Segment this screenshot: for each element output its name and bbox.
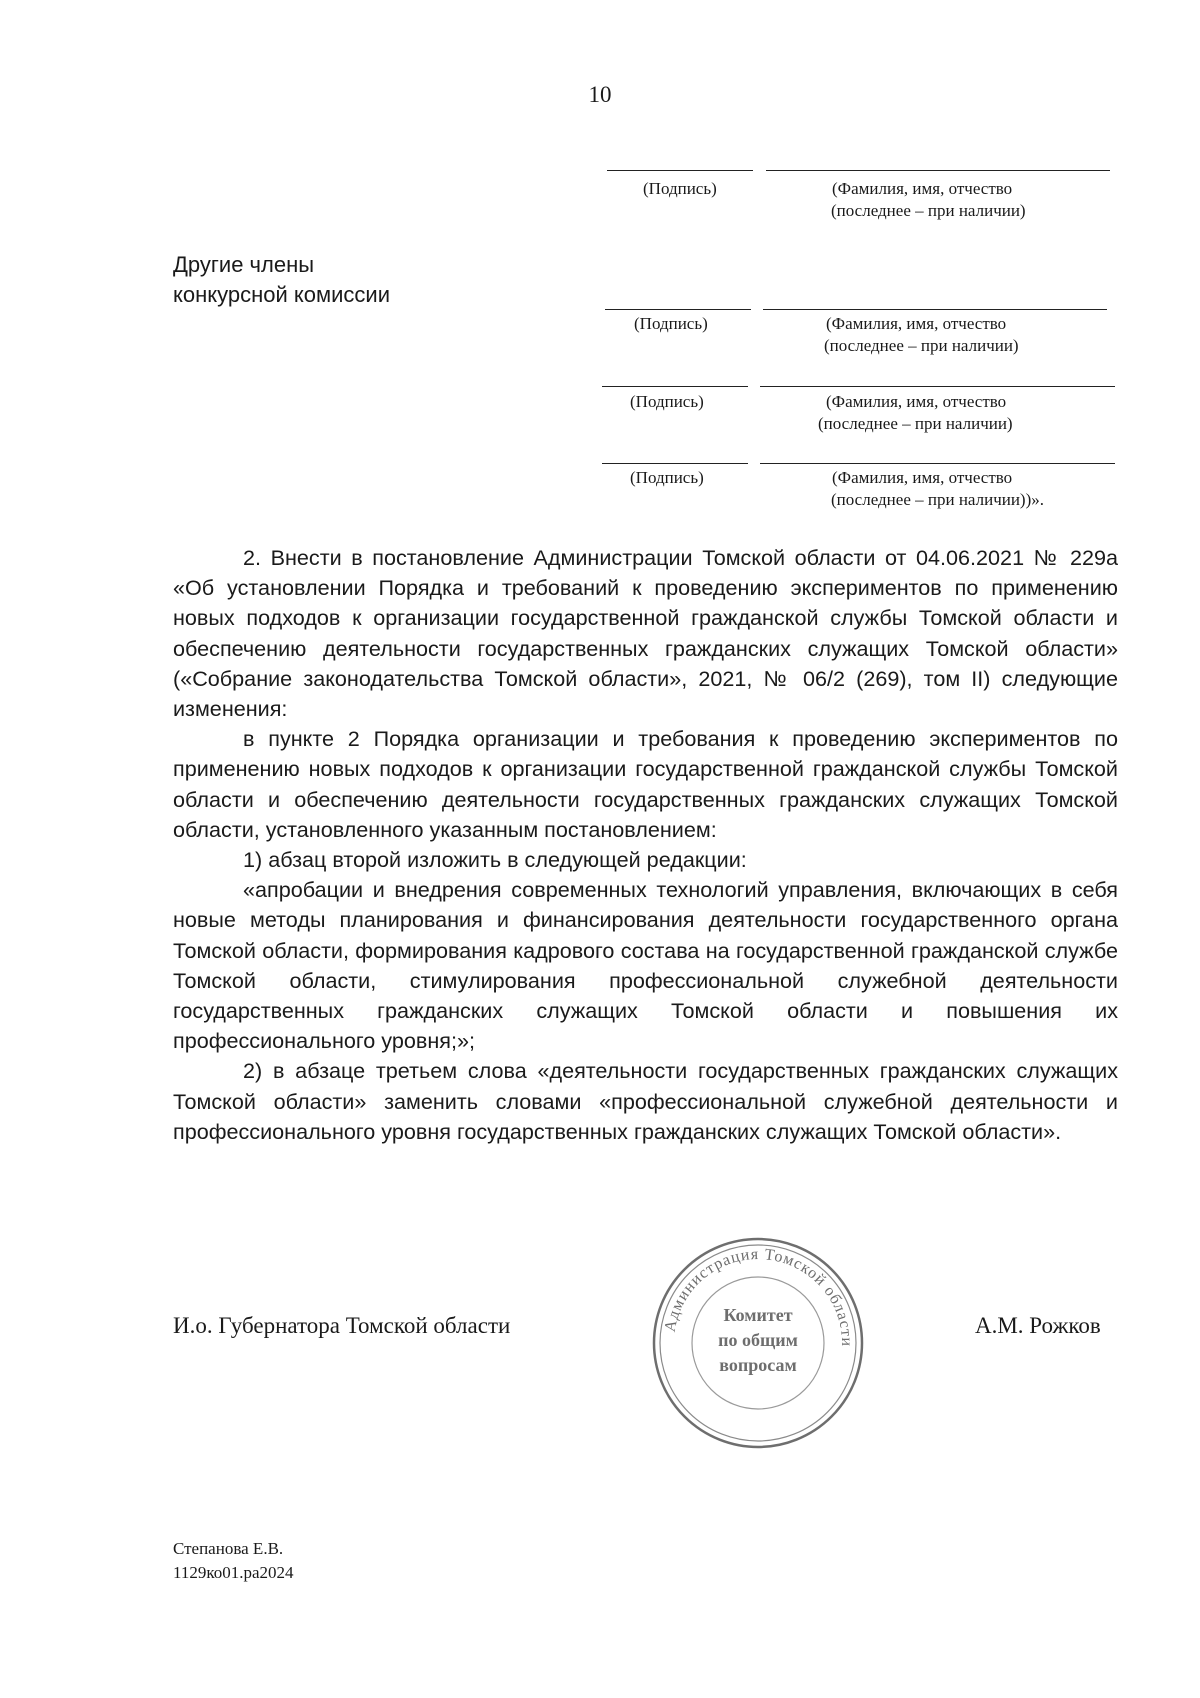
fio-caption xyxy=(832,467,1044,511)
paragraph: «апробации и внедрения современных технологий управления, включающих в себя новые методы планирования и финансирования деятельности государственного органа Томской области, формирования кадрового состава на государственной гражданской службе Томской области, стимулирования профессиональной служебной деятельности государственных гражданских служащих Томской области и повышения их профессионального уровня;»; xyxy=(173,877,1118,1054)
signature-caption: (Подпись) xyxy=(634,314,708,333)
signature-caption: (Подпись) xyxy=(630,392,704,411)
page-number: 10 xyxy=(588,82,612,107)
signature-caption: (Подпись) xyxy=(630,468,704,487)
fio-caption-line1: (Фамилия, имя, отчество xyxy=(826,392,1007,411)
signature-caption: (Подпись) xyxy=(643,179,717,198)
stamp-center-line2: по общим xyxy=(718,1330,798,1350)
signature-line xyxy=(607,170,753,171)
fio-caption xyxy=(818,391,1013,435)
signature-line xyxy=(602,386,748,387)
paragraph: 1) абзац второй изложить в следующей редакции: xyxy=(243,847,747,873)
fio-caption-line2: (последнее – при наличии) xyxy=(831,201,1026,220)
other-members-line2: конкурсной комиссии xyxy=(173,282,391,307)
fio-line xyxy=(760,463,1115,464)
fio-caption-line1: (Фамилия, имя, отчество xyxy=(832,468,1013,487)
paragraph: 2) в абзаце третьем слова «деятельности государственных гражданских служащих Томской области» заменить словами «профессиональной служебной деятельности и профессионального уровня государственных гражданских служащих Томской области». xyxy=(173,1058,1118,1144)
stamp-center-line1: Комитет xyxy=(723,1305,793,1325)
fio-line xyxy=(763,309,1107,310)
fio-caption-line1: (Фамилия, имя, отчество xyxy=(832,179,1013,198)
signature-line xyxy=(602,463,748,464)
signer-position: И.о. Губернатора Томской области xyxy=(173,1313,511,1338)
fio-line xyxy=(760,386,1115,387)
fio-caption-line2: (последнее – при наличии))». xyxy=(831,490,1045,509)
signature-line xyxy=(605,309,751,310)
fio-caption-line1: (Фамилия, имя, отчество xyxy=(826,314,1007,333)
other-members-label xyxy=(173,250,390,310)
fio-caption-line2: (последнее – при наличии) xyxy=(824,336,1019,355)
stamp-center-line3: вопросам xyxy=(719,1355,797,1375)
other-members-line1: Другие члены xyxy=(173,252,315,277)
fio-caption xyxy=(826,313,1019,357)
fio-line xyxy=(766,170,1110,171)
body-text xyxy=(173,543,1118,1147)
footer-doc-code: 1129ко01.ра2024 xyxy=(173,1563,294,1582)
signer-name: А.М. Рожков xyxy=(975,1313,1101,1338)
fio-caption xyxy=(832,178,1026,222)
stamp-ring-text: Администрация Томской области xyxy=(661,1245,856,1348)
footer xyxy=(173,1537,294,1585)
official-stamp xyxy=(650,1235,866,1451)
fio-caption-line2: (последнее – при наличии) xyxy=(818,414,1013,433)
paragraph: в пункте 2 Порядка организации и требования к проведению экспериментов по применению новых подходов к организации государственной гражданской службы Томской области и обеспечению деятельности государственных гражданских служащих Томской области, установленного указанным постановлением: xyxy=(173,726,1118,842)
footer-author: Степанова Е.В. xyxy=(173,1539,284,1558)
paragraph: 2. Внести в постановление Администрации Томской области от 04.06.2021 № 229а «Об установлении Порядка и требований к проведению экспериментов по применению новых подходов к организации государственной гражданской службы Томской области и обеспечению деятельности государственных гражданских служащих Томской области» («Собрание законодательства Томской области», 2021, № 06/2 (269), том II) следующие изменения: xyxy=(173,545,1118,722)
